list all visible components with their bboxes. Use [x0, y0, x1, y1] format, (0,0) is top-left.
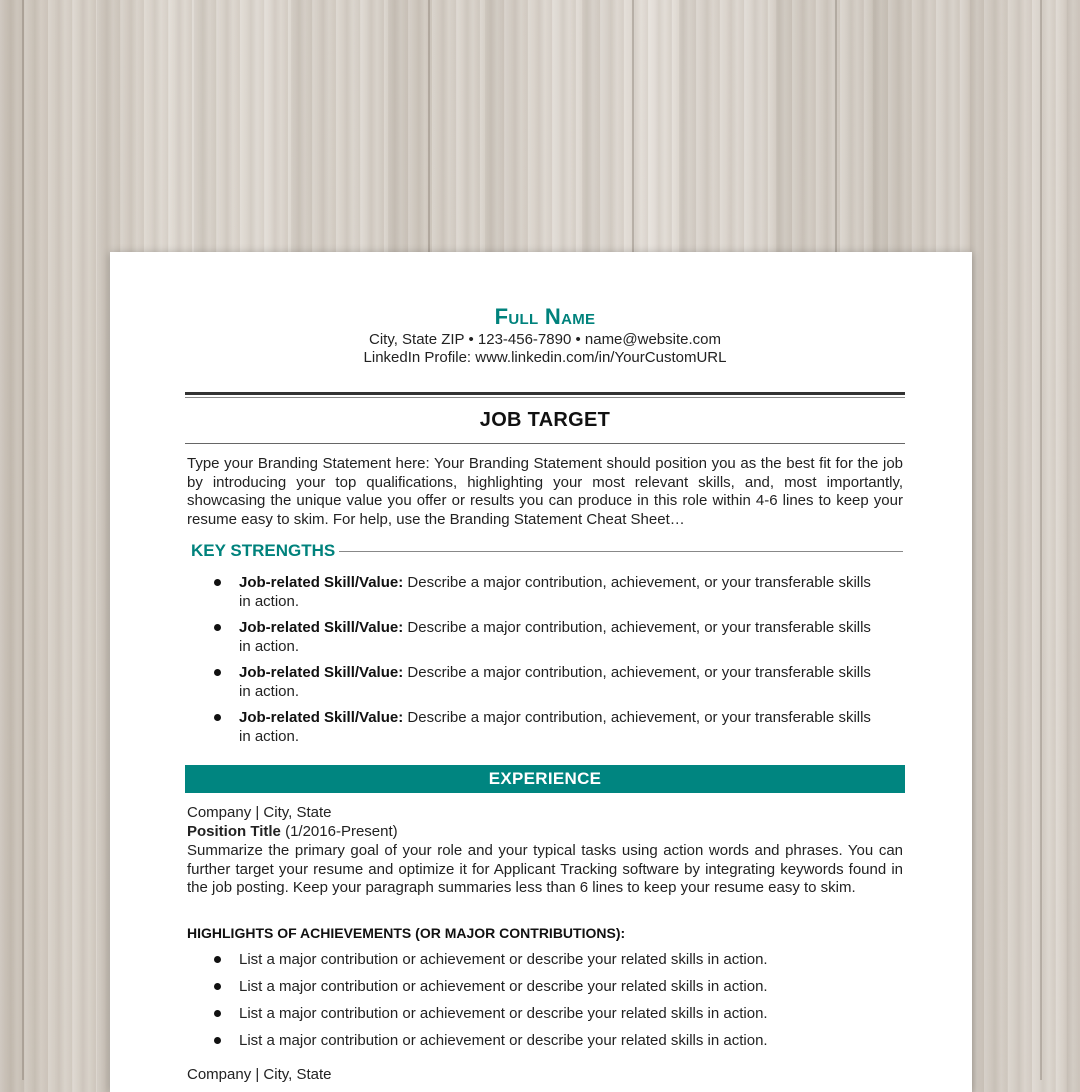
strength-text: Describe a major contribution, achievement, or your transferable skills in action.	[239, 664, 871, 700]
header-rule-thin	[185, 397, 905, 398]
bullet-icon	[214, 983, 221, 990]
position-title: Position Title	[187, 823, 281, 840]
bullet-icon	[214, 1010, 221, 1017]
role-summary: Summarize the primary goal of your role and your typical tasks using action words and phrases. You can further target your resume and optimize it for Applicant Tracking software by integrating keywords found in the job posting. Keep your paragraph summaries less than 6 lines to keep your resume easy to skim.	[187, 842, 903, 896]
linkedin-line: LinkedIn Profile: www.linkedin.com/in/YourCustomURL	[363, 349, 727, 366]
list-item	[187, 709, 903, 746]
bullet-icon	[214, 624, 221, 631]
company-line: Company | City, State	[187, 1066, 332, 1083]
bullet-icon	[214, 714, 221, 721]
list-item	[187, 1032, 903, 1051]
list-item	[187, 978, 903, 997]
list-item	[187, 619, 903, 656]
key-strengths-list	[187, 574, 903, 754]
key-strengths-rule	[337, 551, 903, 552]
experience-heading: EXPERIENCE	[185, 765, 905, 793]
bullet-icon	[214, 1037, 221, 1044]
wood-seam	[1040, 0, 1042, 1080]
resume-page	[110, 252, 972, 1092]
strength-label: Job-related Skill/Value:	[239, 709, 404, 726]
full-name: Full Name	[494, 304, 596, 329]
achievements-list	[187, 951, 903, 1059]
strength-label: Job-related Skill/Value:	[239, 664, 404, 681]
list-item	[187, 951, 903, 970]
key-strengths-heading: KEY STRENGTHS	[191, 541, 339, 561]
company-line: Company | City, State	[187, 804, 332, 821]
achievement-text: List a major contribution or achievement or describe your related skills in action.	[239, 1005, 768, 1022]
job-target-heading: JOB TARGET	[479, 409, 611, 431]
bullet-icon	[214, 956, 221, 963]
contact-line: City, State ZIP • 123-456-7890 • name@website.com	[368, 331, 721, 348]
list-item	[187, 664, 903, 701]
bullet-icon	[214, 669, 221, 676]
strength-label: Job-related Skill/Value:	[239, 619, 404, 636]
achievement-text: List a major contribution or achievement or describe your related skills in action.	[239, 978, 768, 995]
job-target-rule	[185, 443, 905, 444]
branding-statement: Type your Branding Statement here: Your Branding Statement should position you as the best fit for the job by introducing your top qualifications, highlighting your most relevant skills, and, most importantly, showcasing the unique value you offer or results you can produce in this role within 4-6 lines to keep your resume easy to skim. For help, use the Branding Statement Cheat Sheet…	[187, 455, 903, 528]
wood-seam	[22, 0, 24, 1080]
position-dates: (1/2016-Present)	[280, 823, 398, 840]
strength-label: Job-related Skill/Value:	[239, 574, 404, 591]
list-item	[187, 1005, 903, 1024]
achievement-text: List a major contribution or achievement or describe your related skills in action.	[239, 951, 768, 968]
header-rule	[185, 392, 905, 395]
strength-text: Describe a major contribution, achievement, or your transferable skills in action.	[239, 709, 871, 745]
bullet-icon	[214, 579, 221, 586]
achievement-text: List a major contribution or achievement or describe your related skills in action.	[239, 1032, 768, 1049]
strength-text: Describe a major contribution, achievement, or your transferable skills in action.	[239, 574, 871, 610]
highlights-heading: HIGHLIGHTS OF ACHIEVEMENTS (OR MAJOR CONTRIBUTIONS):	[187, 925, 626, 941]
list-item	[187, 574, 903, 611]
strength-text: Describe a major contribution, achievement, or your transferable skills in action.	[239, 619, 871, 655]
position-line	[187, 823, 903, 840]
